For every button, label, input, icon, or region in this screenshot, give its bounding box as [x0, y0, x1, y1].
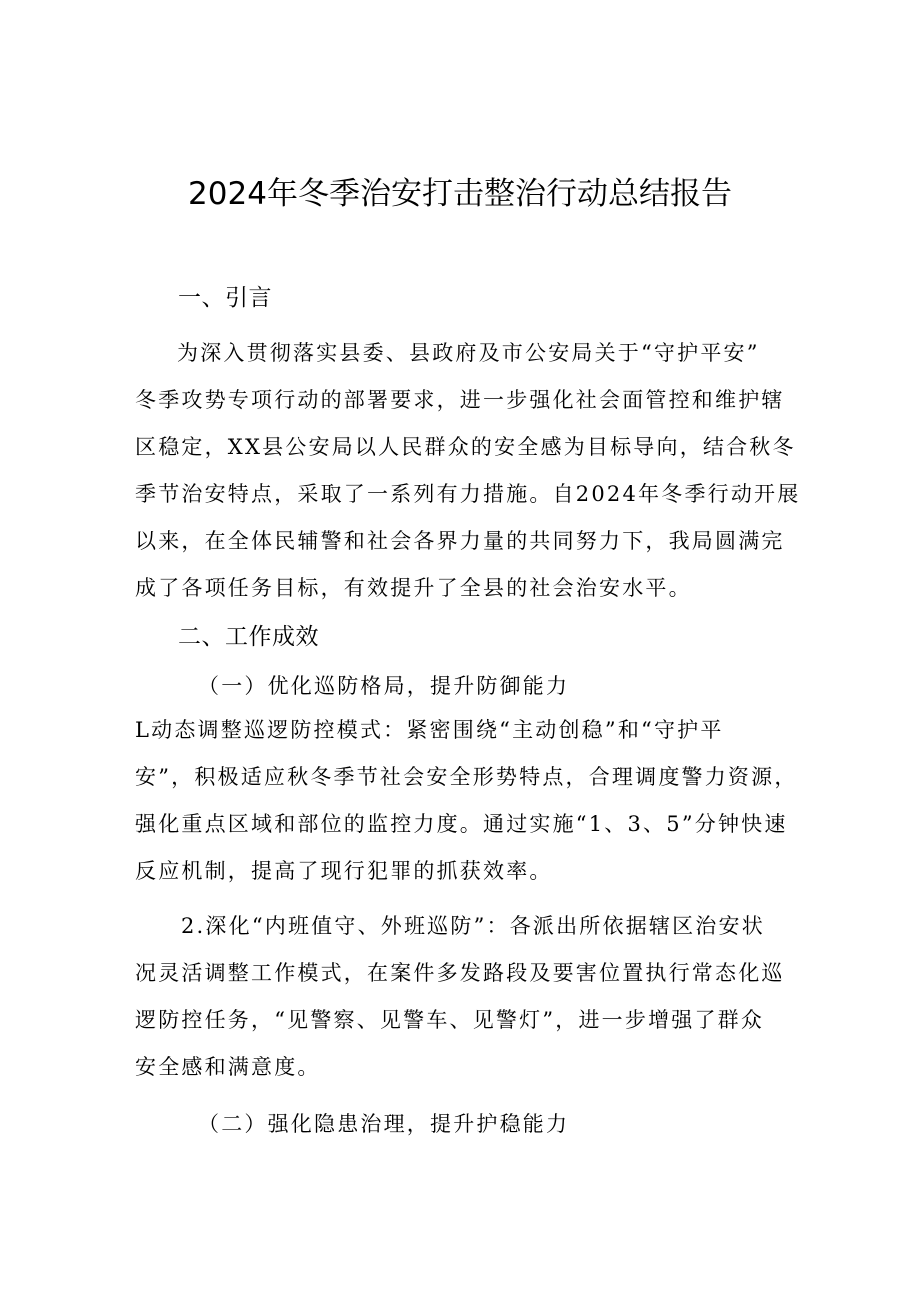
section-heading-intro: 一、引言	[178, 285, 272, 311]
paragraph-line: 况灵活调整工作模式，在案件多发路段及要害位置执行常态化巡	[135, 961, 785, 985]
subsection-title-hazard: （二）强化隐患治理，提升护稳能力	[198, 1112, 570, 1136]
item-duty-patrol	[135, 903, 800, 1091]
paragraph-line: 以来，在全体民辅警和社会各界力量的共同努力下，我局圆满完	[135, 529, 785, 553]
subsection-title-patrol: （一）优化巡防格局，提升防御能力	[198, 674, 570, 698]
paragraph-line: 区稳定，XX县公安局以人民群众的安全感为目标导向，结合秋冬	[135, 435, 796, 459]
document-title: 2024年冬季治安打击整治行动总结报告	[188, 176, 732, 212]
paragraph-line: 安全感和满意度。	[135, 1055, 321, 1079]
paragraph-line: 强化重点区域和部位的监控力度。通过实施“1、3、5”分钟快速	[135, 812, 788, 836]
paragraph-line: 2.深化“内班值守、外班巡防”：各派出所依据辖区治安状	[181, 914, 765, 938]
paragraph-line: 季节治安特点，采取了一系列有力措施。自2024年冬季行动开展	[135, 482, 801, 506]
intro-paragraph	[135, 330, 800, 612]
paragraph-line: L动态调整巡逻防控模式：紧密围绕“主动创稳”和“守护平	[135, 718, 724, 742]
paragraph-line: 反应机制，提高了现行犯罪的抓获效率。	[135, 859, 553, 883]
paragraph-line: 逻防控任务，“见警察、见警车、见警灯”，进一步增强了群众	[135, 1008, 765, 1032]
paragraph-line: 为深入贯彻落实县委、县政府及市公安局关于“守护平安”	[177, 341, 760, 365]
item-patrol-mode	[135, 707, 800, 895]
section-heading-results: 二、工作成效	[178, 624, 319, 650]
paragraph-line: 成了各项任务目标，有效提升了全县的社会治安水平。	[135, 576, 692, 600]
paragraph-line: 冬季攻势专项行动的部署要求，进一步强化社会面管控和维护辖	[135, 388, 785, 412]
paragraph-line: 安”，积极适应秋冬季节社会安全形势特点，合理调度警力资源，	[135, 765, 798, 789]
